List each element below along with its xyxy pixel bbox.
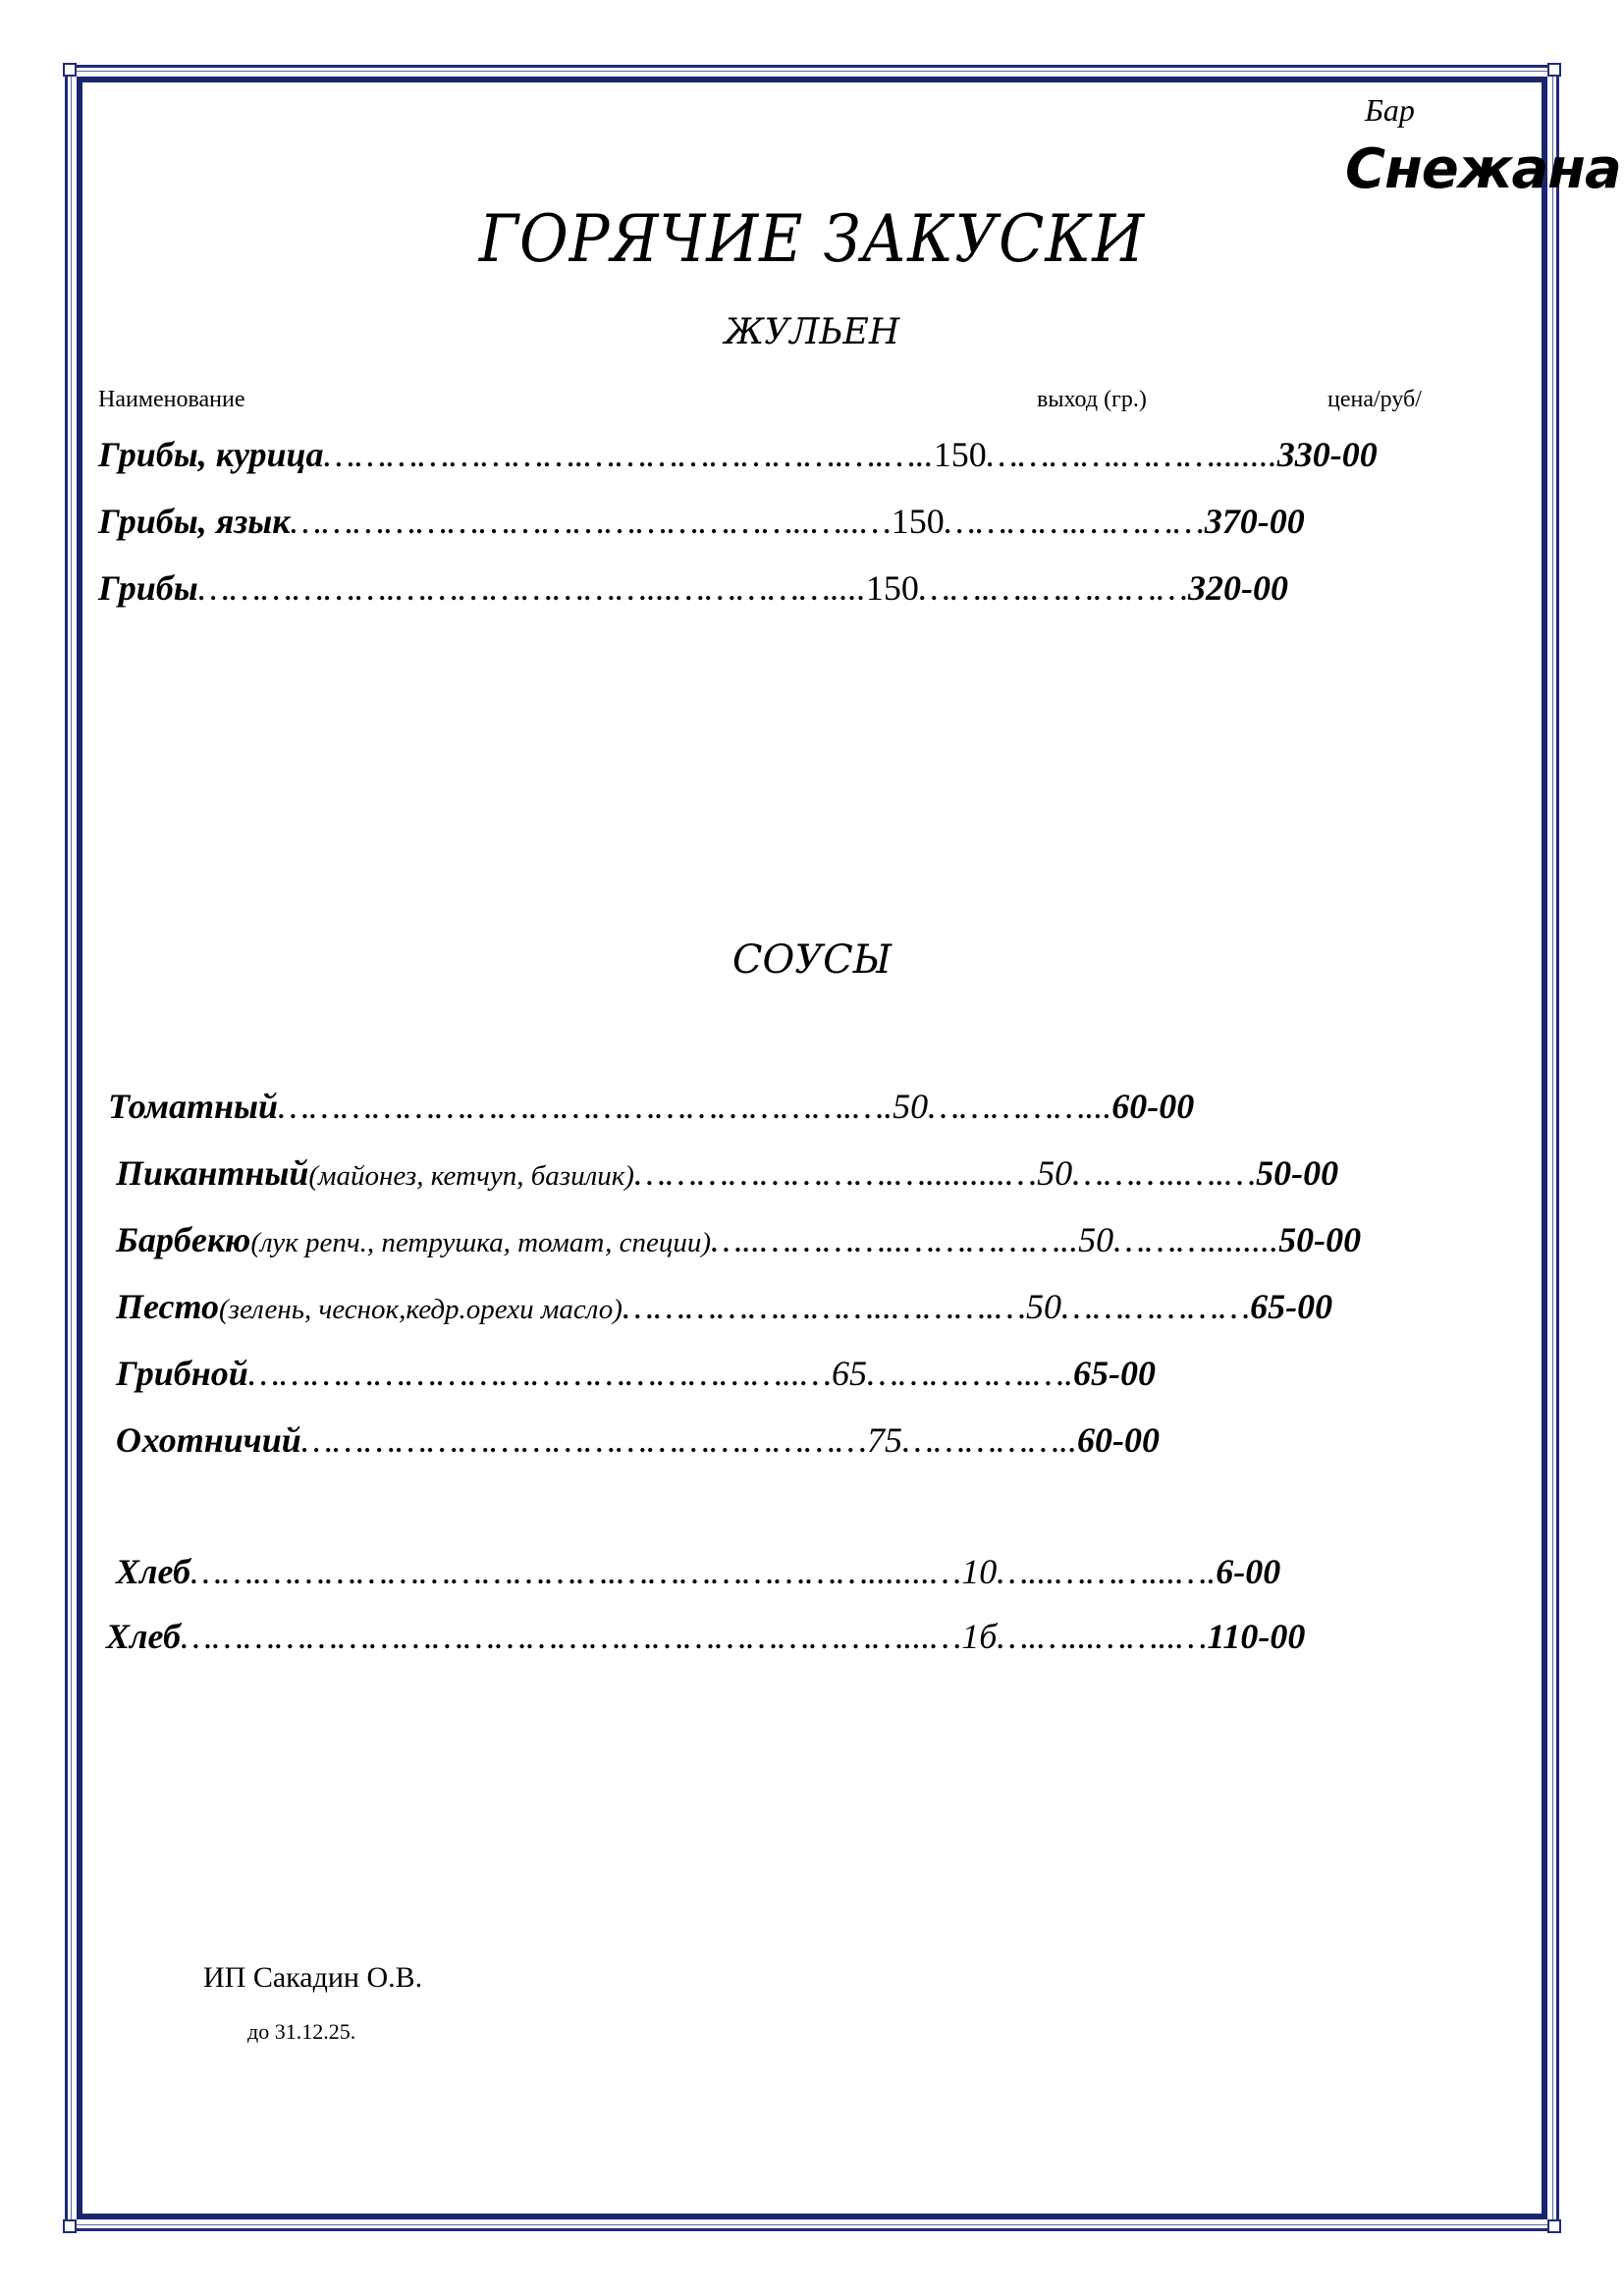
column-header-name: Наименование (98, 387, 245, 412)
item-dots: ….…...……..… (997, 1617, 1208, 1656)
item-output: 50 (893, 1087, 929, 1126)
item-output: 1б (961, 1617, 998, 1656)
item-output: 150 (891, 502, 945, 541)
menu-item (116, 1219, 1361, 1260)
item-dots: …...………...…. (997, 1552, 1217, 1591)
item-dots: …….…………………………….…………………….......… (189, 1552, 962, 1591)
item-dots: ………........ (1113, 1220, 1279, 1259)
item-output: 10 (961, 1552, 998, 1591)
item-output: 50 (1026, 1287, 1062, 1326)
item-dots: …….….…………… (918, 568, 1188, 608)
item-dots: ……………... (928, 1087, 1112, 1126)
item-price: 50-00 (1278, 1220, 1362, 1259)
column-header-price: цена/руб/ (1327, 387, 1422, 412)
menu-item (116, 1551, 1280, 1592)
menu-item (116, 1353, 1156, 1394)
item-price: 320-00 (1187, 568, 1288, 608)
item-dots: ……………………………………………….…. (277, 1087, 893, 1126)
corner-ornament (1547, 63, 1561, 77)
menu-item (98, 501, 1305, 542)
item-name: Охотничий (116, 1420, 301, 1460)
menu-item (116, 1419, 1160, 1461)
item-name: Песто (116, 1287, 220, 1326)
item-price: 60-00 (1111, 1087, 1195, 1126)
item-dots: ………….………....... (986, 435, 1277, 474)
item-name: Грибы, язык (98, 502, 291, 541)
menu-item (98, 434, 1378, 475)
column-header-output: выход (гр.) (1037, 387, 1147, 412)
item-output: 150 (933, 435, 987, 474)
item-description: (майонез, кетчуп, базилик) (308, 1160, 634, 1192)
item-output: 75 (866, 1420, 902, 1460)
item-dots: ………..….… (1072, 1153, 1257, 1193)
item-output: 150 (865, 568, 919, 608)
validity-date: до 31.12.25. (247, 2019, 356, 2044)
item-dots: …..…………..…………….. (710, 1220, 1079, 1259)
item-name: Грибы (98, 568, 198, 608)
item-name: Грибы, курица (98, 435, 324, 474)
item-dots: …………….…. (866, 1354, 1073, 1393)
item-description: (лук репч., петрушка, томат, специи) (250, 1227, 711, 1258)
item-description: (зелень, чеснок,кедр.орехи масло) (219, 1294, 623, 1325)
menu-item (116, 1152, 1338, 1194)
item-dots: ………….………… (944, 502, 1205, 541)
bar-label: Бар (1365, 92, 1415, 128)
item-output: 50 (1078, 1220, 1114, 1259)
business-owner: ИП Сакадин О.В. (203, 1961, 423, 1994)
item-price: 6-00 (1216, 1552, 1281, 1591)
section-heading-julien: ЖУЛЬЕН (724, 312, 900, 352)
item-output: 50 (1037, 1153, 1073, 1193)
item-name: Хлеб (106, 1617, 181, 1656)
item-price: 330-00 (1276, 435, 1378, 474)
menu-item (116, 1286, 1332, 1327)
item-price: 60-00 (1077, 1420, 1160, 1460)
item-dots: …………………….….........… (633, 1153, 1038, 1193)
section-heading-sauces: СОУСЫ (731, 937, 893, 983)
corner-ornament (1547, 2219, 1561, 2233)
menu-item (98, 567, 1288, 609)
item-price: 65-00 (1250, 1287, 1333, 1326)
item-price: 370-00 (1204, 502, 1305, 541)
item-output: 65 (831, 1354, 867, 1393)
item-price: 50-00 (1256, 1153, 1339, 1193)
page-title: ГОРЯЧИЕ ЗАКУСКИ (478, 201, 1146, 277)
menu-item (108, 1086, 1194, 1127)
item-name: Грибной (116, 1354, 248, 1393)
bar-name: Снежана (1345, 137, 1621, 201)
item-name: Хлеб (116, 1552, 190, 1591)
menu-item (106, 1616, 1305, 1657)
item-price: 110-00 (1207, 1617, 1306, 1656)
item-dots: ……………… (1061, 1287, 1251, 1326)
item-price: 65-00 (1073, 1354, 1156, 1393)
item-dots: ……………………………………………… (300, 1420, 867, 1460)
item-name: Барбекю (116, 1220, 251, 1259)
corner-ornament (63, 63, 77, 77)
item-dots: ……………………………………………..… (247, 1354, 832, 1393)
item-name: Томатный (108, 1087, 278, 1126)
item-dots: …………………………………………..…..… (290, 502, 892, 541)
item-dots: ……………….……………………...…………….... (197, 568, 866, 608)
item-name: Пикантный (116, 1153, 309, 1193)
corner-ornament (63, 2219, 77, 2233)
item-dots: ……………………………………………………………...… (180, 1617, 962, 1656)
item-dots: …………………….…………………….….….. (323, 435, 934, 474)
item-dots: …………….. (901, 1420, 1077, 1460)
item-dots: ……………………..……….… (622, 1287, 1027, 1326)
